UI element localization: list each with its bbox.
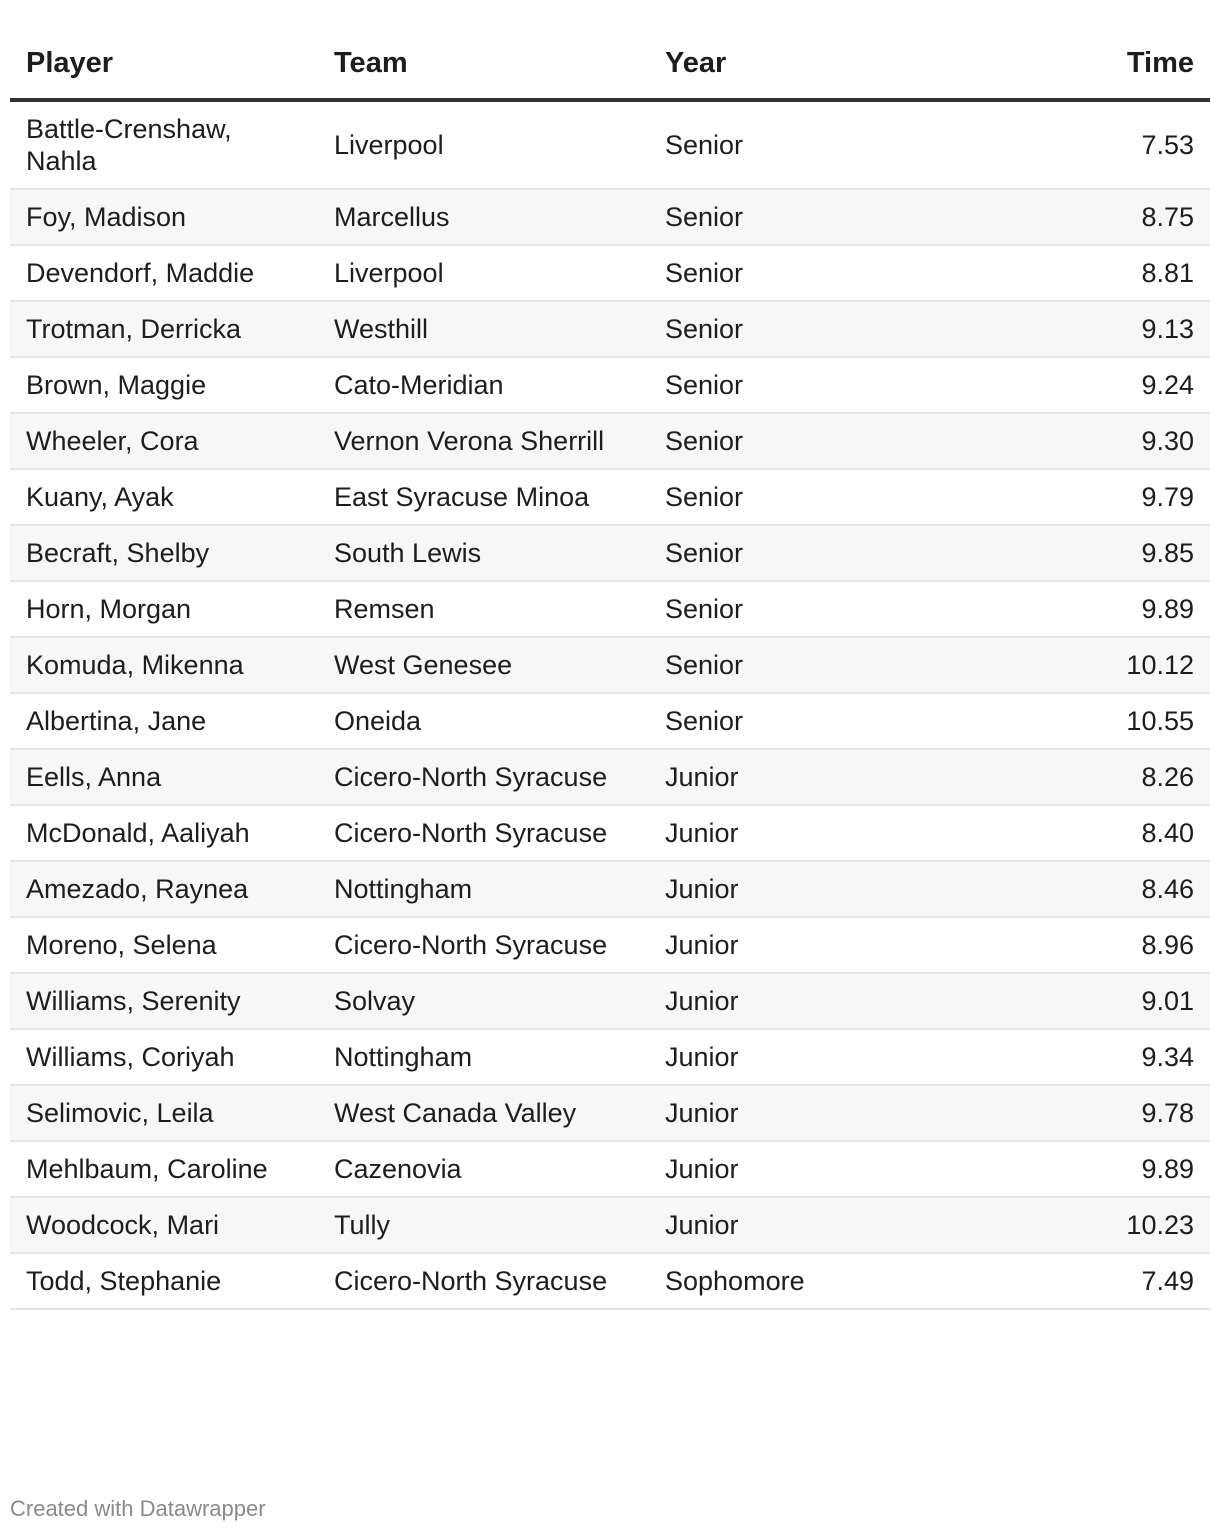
time-cell: 8.26 <box>949 749 1210 805</box>
year-cell: Senior <box>649 413 949 469</box>
team-cell: Cicero-North Syracuse <box>318 1253 649 1309</box>
player-cell: Devendorf, Maddie <box>10 245 318 301</box>
table-row <box>10 973 1210 1029</box>
table-row <box>10 413 1210 469</box>
team-cell: Cicero-North Syracuse <box>318 749 649 805</box>
player-cell: Todd, Stephanie <box>10 1253 318 1309</box>
team-cell: Nottingham <box>318 861 649 917</box>
player-cell: Mehlbaum, Caroline <box>10 1141 318 1197</box>
team-cell: Cicero-North Syracuse <box>318 805 649 861</box>
table-row <box>10 1197 1210 1253</box>
team-cell: Cicero-North Syracuse <box>318 917 649 973</box>
player-cell: Moreno, Selena <box>10 917 318 973</box>
year-cell: Senior <box>649 301 949 357</box>
table-row <box>10 637 1210 693</box>
year-cell: Senior <box>649 637 949 693</box>
team-cell: West Genesee <box>318 637 649 693</box>
year-cell: Senior <box>649 525 949 581</box>
time-cell: 8.75 <box>949 189 1210 245</box>
table-row <box>10 100 1210 189</box>
player-cell: McDonald, Aaliyah <box>10 805 318 861</box>
year-cell: Senior <box>649 189 949 245</box>
time-cell: 9.78 <box>949 1085 1210 1141</box>
team-cell: Cato-Meridian <box>318 357 649 413</box>
year-cell: Senior <box>649 581 949 637</box>
team-cell: Nottingham <box>318 1029 649 1085</box>
table-row <box>10 1141 1210 1197</box>
team-cell: Solvay <box>318 973 649 1029</box>
year-cell: Sophomore <box>649 1253 949 1309</box>
player-cell: Williams, Serenity <box>10 973 318 1029</box>
time-cell: 9.89 <box>949 581 1210 637</box>
year-cell: Junior <box>649 1197 949 1253</box>
team-cell: Cazenovia <box>318 1141 649 1197</box>
time-cell: 9.34 <box>949 1029 1210 1085</box>
time-cell: 9.85 <box>949 525 1210 581</box>
player-cell: Foy, Madison <box>10 189 318 245</box>
year-cell: Junior <box>649 749 949 805</box>
time-cell: 9.89 <box>949 1141 1210 1197</box>
table-row <box>10 693 1210 749</box>
team-cell: Westhill <box>318 301 649 357</box>
time-cell: 9.13 <box>949 301 1210 357</box>
time-cell: 7.53 <box>949 100 1210 189</box>
team-cell: Oneida <box>318 693 649 749</box>
table-row <box>10 245 1210 301</box>
column-header-player[interactable]: Player <box>10 26 318 100</box>
player-cell: Battle-Crenshaw, Nahla <box>10 100 318 189</box>
datawrapper-credit: Created with Datawrapper <box>10 1496 266 1521</box>
table-row <box>10 861 1210 917</box>
year-cell: Senior <box>649 100 949 189</box>
table-row <box>10 301 1210 357</box>
team-cell: West Canada Valley <box>318 1085 649 1141</box>
player-cell: Becraft, Shelby <box>10 525 318 581</box>
year-cell: Junior <box>649 1029 949 1085</box>
year-cell: Senior <box>649 245 949 301</box>
results-table <box>10 26 1210 1310</box>
team-cell: Vernon Verona Sherrill <box>318 413 649 469</box>
column-header-time[interactable]: Time <box>949 26 1210 100</box>
team-cell: Liverpool <box>318 245 649 301</box>
year-cell: Junior <box>649 861 949 917</box>
time-cell: 9.01 <box>949 973 1210 1029</box>
year-cell: Junior <box>649 805 949 861</box>
table-header <box>10 26 1210 100</box>
table-row <box>10 1029 1210 1085</box>
player-cell: Brown, Maggie <box>10 357 318 413</box>
header-row <box>10 26 1210 100</box>
table-row <box>10 469 1210 525</box>
table-row <box>10 1253 1210 1309</box>
time-cell: 8.46 <box>949 861 1210 917</box>
column-header-team[interactable]: Team <box>318 26 649 100</box>
player-cell: Williams, Coriyah <box>10 1029 318 1085</box>
table-row <box>10 1085 1210 1141</box>
table-row <box>10 805 1210 861</box>
player-cell: Woodcock, Mari <box>10 1197 318 1253</box>
time-cell: 8.96 <box>949 917 1210 973</box>
year-cell: Senior <box>649 469 949 525</box>
time-cell: 8.40 <box>949 805 1210 861</box>
player-cell: Horn, Morgan <box>10 581 318 637</box>
year-cell: Senior <box>649 693 949 749</box>
year-cell: Junior <box>649 973 949 1029</box>
team-cell: South Lewis <box>318 525 649 581</box>
year-cell: Senior <box>649 357 949 413</box>
table-row <box>10 525 1210 581</box>
time-cell: 10.23 <box>949 1197 1210 1253</box>
team-cell: Tully <box>318 1197 649 1253</box>
time-cell: 10.12 <box>949 637 1210 693</box>
year-cell: Junior <box>649 917 949 973</box>
team-cell: East Syracuse Minoa <box>318 469 649 525</box>
table-row <box>10 917 1210 973</box>
player-cell: Kuany, Ayak <box>10 469 318 525</box>
time-cell: 8.81 <box>949 245 1210 301</box>
table-row <box>10 357 1210 413</box>
results-table-container <box>10 26 1210 1310</box>
time-cell: 7.49 <box>949 1253 1210 1309</box>
year-cell: Junior <box>649 1141 949 1197</box>
player-cell: Wheeler, Cora <box>10 413 318 469</box>
team-cell: Remsen <box>318 581 649 637</box>
time-cell: 9.24 <box>949 357 1210 413</box>
player-cell: Eells, Anna <box>10 749 318 805</box>
table-row <box>10 189 1210 245</box>
time-cell: 9.79 <box>949 469 1210 525</box>
time-cell: 9.30 <box>949 413 1210 469</box>
column-header-year[interactable]: Year <box>649 26 949 100</box>
player-cell: Albertina, Jane <box>10 693 318 749</box>
table-body <box>10 100 1210 1309</box>
year-cell: Junior <box>649 1085 949 1141</box>
player-cell: Trotman, Derricka <box>10 301 318 357</box>
player-cell: Selimovic, Leila <box>10 1085 318 1141</box>
time-cell: 10.55 <box>949 693 1210 749</box>
team-cell: Marcellus <box>318 189 649 245</box>
player-cell: Komuda, Mikenna <box>10 637 318 693</box>
player-cell: Amezado, Raynea <box>10 861 318 917</box>
team-cell: Liverpool <box>318 100 649 189</box>
table-row <box>10 581 1210 637</box>
table-row <box>10 749 1210 805</box>
